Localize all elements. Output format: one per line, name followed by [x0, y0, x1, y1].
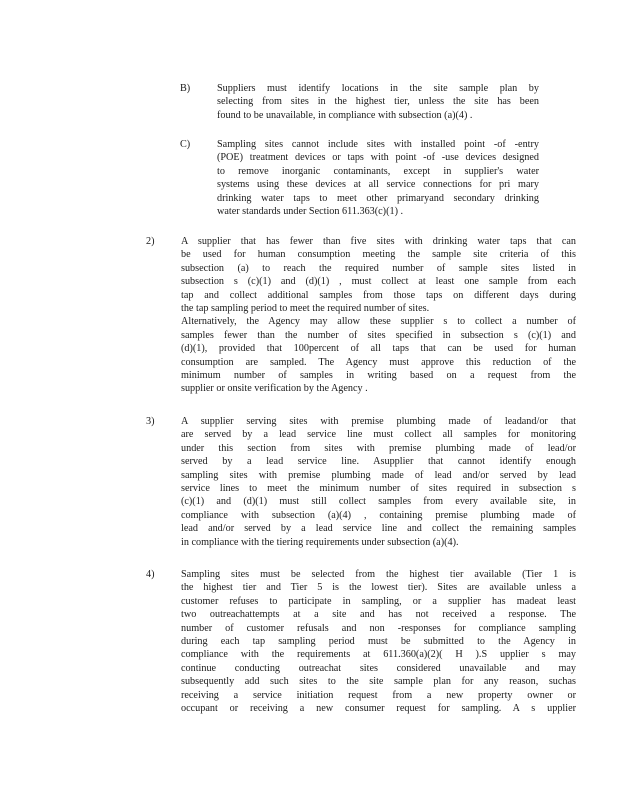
item-label: 3): [146, 416, 155, 427]
text-line: Suppliers must identify locations in the site sample plan by: [217, 83, 539, 94]
text-line: during each tap sampling period must be submitted to the Agency in: [181, 635, 576, 647]
text-line: drinking water taps to meet other primaryand secondary drinking: [217, 192, 539, 204]
text-line: subsection (a) to reach the required number of sample sites listed in: [181, 262, 576, 274]
text-line: sampling sites with premise plumbing made of lead and/or served by lead: [181, 469, 576, 481]
item-label: 2): [146, 236, 155, 247]
subitem-text: [217, 82, 539, 122]
text-line: subsection s (c)(1) and (d)(1) , must collect at least one sample from each: [181, 276, 576, 288]
text-line: Sampling sites must be selected from the highest tier available (Tier 1 is: [181, 569, 576, 580]
text-line: selecting from sites in the highest tier, unless the site has been: [217, 96, 539, 108]
text-line: (c)(1) and (d)(1) must still collect samples from every available site, in: [181, 496, 576, 508]
text-line: customer refuses to participate in sampling, or a supplier has madeat least: [181, 595, 576, 607]
text-line: occupant or receiving a new consumer request for sampling. A s upplier: [181, 702, 576, 714]
text-line: found to be unavailable, in compliance with subsection (a)(4) .: [217, 109, 473, 121]
text-line: (POE) treatment devices or taps with point -of -use devices designed: [217, 152, 539, 164]
text-line: number of customer refusals and non -responses for compliance sampling: [181, 622, 576, 634]
text-line: compliance with subsection (a)(4) , containing premise plumbing made of: [181, 509, 576, 521]
text-line: under this section from sites with premise plumbing made of lead/or: [181, 442, 576, 454]
text-line: the tap sampling period to meet the required number of sites.: [181, 302, 430, 314]
subitem-text: [217, 138, 539, 218]
text-line: A supplier serving sites with premise plumbing made of leadand/or that: [181, 416, 576, 427]
text-line: service lines to meet the minimum number of sites required in subsection s: [181, 482, 576, 494]
subitem-label: C): [180, 139, 191, 150]
text-line: in compliance with the tiering requirements under subsection (a)(4).: [181, 536, 459, 548]
item-text: [181, 415, 576, 549]
text-line: samples fewer than the number of sites specified in subsection s (c)(1) and: [181, 329, 576, 341]
text-line: the highest tier and Tier 5 is the lowest tier). Sites are available unless a: [181, 582, 576, 594]
text-line: compliance with the requirements at 611.360(a)(2)( H ).S upplier s may: [181, 649, 576, 661]
text-line: supplier or onsite verification by the Agency .: [181, 383, 368, 395]
text-line: (d)(1), provided that 100percent of all taps that can be used for human: [181, 343, 576, 355]
text-line: subsequently add such sites to the site sample plan for any reason, suchas: [181, 676, 576, 688]
text-line: are served by a lead service line must collect all samples for monitoring: [181, 429, 576, 441]
text-line: A supplier that has fewer than five sites with drinking water taps that can: [181, 236, 576, 247]
item-text: [181, 235, 576, 396]
text-line: Alternatively, the Agency may allow these supplier s to collect a number of: [181, 316, 576, 328]
text-line: to remove inorganic contaminants, except in supplier's water: [217, 165, 539, 177]
text-line: minimum number of samples in writing based on a request from the: [181, 369, 576, 381]
text-line: systems using these devices at all service connections for pri mary: [217, 179, 539, 191]
subitem-label: B): [180, 83, 191, 94]
text-line: continue conducting outreachat sites considered unavailable and may: [181, 662, 576, 674]
item-label: 4): [146, 569, 155, 580]
text-line: tap and collect additional samples from those taps on different days during: [181, 289, 576, 301]
text-line: be used for human consumption meeting the sample site criteria of this: [181, 249, 576, 261]
text-line: Sampling sites cannot include sites with installed point -of -entry: [217, 139, 539, 150]
text-line: water standards under Section 611.363(c)(1) .: [217, 205, 404, 217]
text-line: served by a lead service line. Asupplier that cannot identify enough: [181, 456, 576, 468]
text-line: receiving a service initiation request from a new property owner or: [181, 689, 576, 701]
text-line: lead and/or served by a lead service line and collect the remaining samples: [181, 523, 576, 535]
text-line: two outreachattempts at a site and has not received a response. The: [181, 609, 576, 621]
item-text: [181, 568, 576, 715]
text-line: consumption are sampled. The Agency must approve this reduction of the: [181, 356, 576, 368]
